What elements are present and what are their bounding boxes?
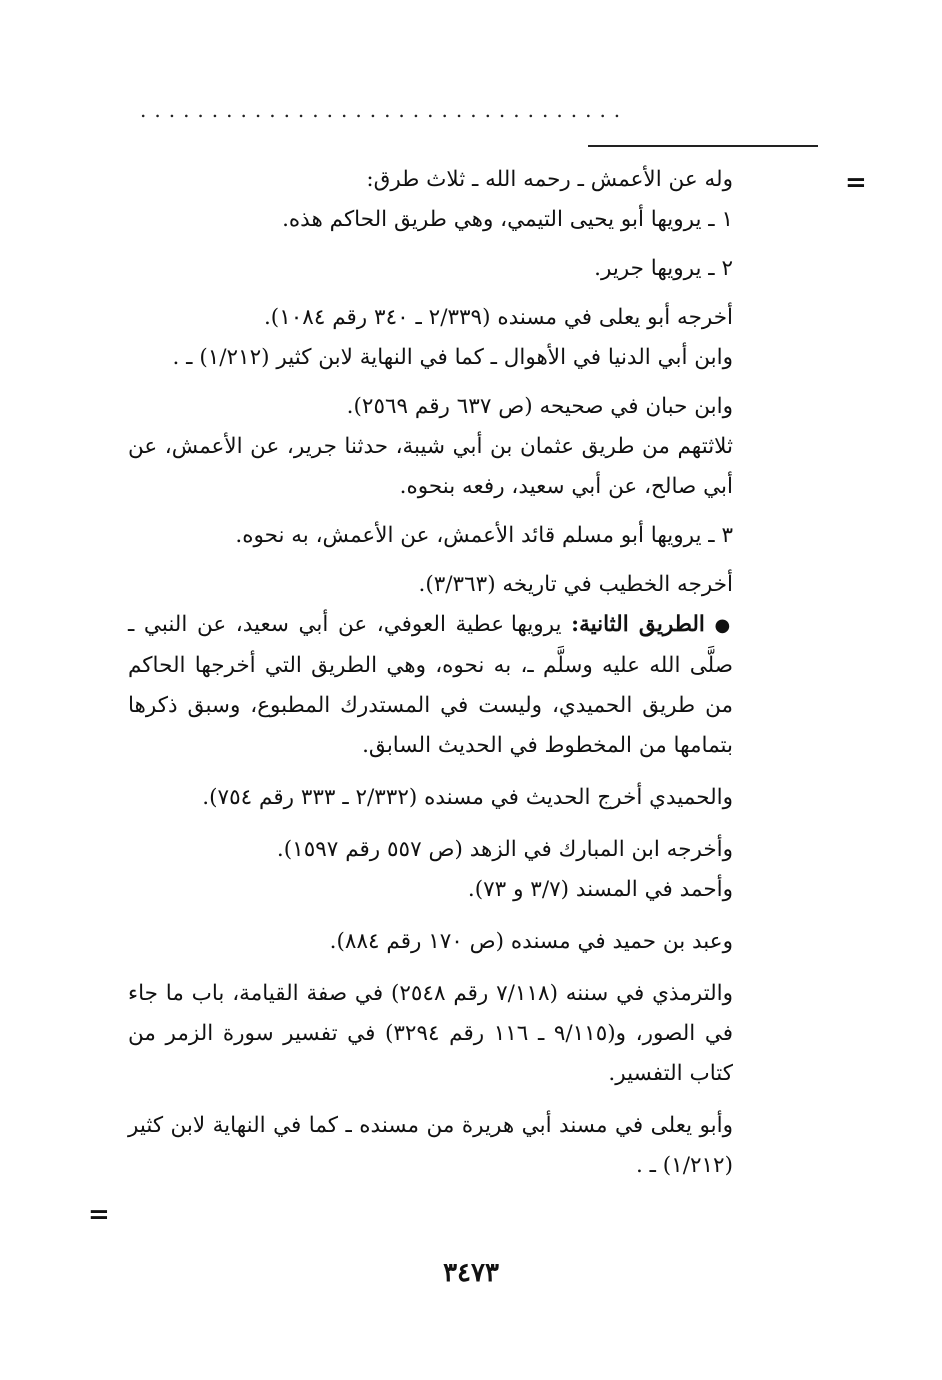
text-line: وابن حبان في صحيحه (ص ٦٣٧ رقم ٢٥٦٩). <box>346 394 733 419</box>
section-heading: الطريق الثانية: <box>571 612 705 637</box>
text-line: وله عن الأعمش ـ رحمه الله ـ ثلاث طرق: <box>366 167 733 192</box>
bullet-icon: ● <box>714 615 734 636</box>
text-line: وعبد بن حميد في مسنده (ص ١٧٠ رقم ٨٨٤). <box>329 929 733 954</box>
continuation-mark-bottom: = <box>88 1200 110 1230</box>
text-line: ١ ـ يرويها أبو يحيى التيمي، وهي طريق الحاكم هذه. <box>282 207 733 232</box>
text-line: وابن أبي الدنيا في الأهوال ـ كما في النهاية لابن كثير (١/٢١٢) ـ . <box>172 345 733 370</box>
text-line: أخرجه الخطيب في تاريخه (٣/٣٦٣). <box>418 572 733 597</box>
text-paragraph: والترمذي في سننه (٧/١١٨ رقم ٢٥٤٨) في صفة القيامة، باب ما جاء في الصور، و(٩/١١٥ ـ ١١٦ رقم ٣٢٩٤) في تفسير سورة الزمر من كتاب التفسير. <box>128 981 734 1086</box>
second-path-paragraph <box>128 605 733 766</box>
page-number: ٣٤٧٣ <box>443 1258 499 1288</box>
text-line: وأخرجه ابن المبارك في الزهد (ص ٥٥٧ رقم ١٥٩٧). <box>276 837 733 862</box>
continuation-mark-top: = <box>845 168 867 198</box>
dotted-separator: .................................. <box>140 98 629 122</box>
footnote-rule <box>588 145 818 147</box>
text-line: ٣ ـ يرويها أبو مسلم قائد الأعمش، عن الأعمش، به نحوه. <box>235 523 733 548</box>
text-line: أخرجه أبو يعلى في مسنده (٢/٣٣٩ ـ ٣٤٠ رقم ١٠٨٤). <box>263 305 733 330</box>
text-paragraph: ثلاثتهم من طريق عثمان بن أبي شيبة، حدثنا جرير، عن الأعمش، عن أبي صالح، عن أبي سعيد، رفعه بنحوه. <box>128 434 733 499</box>
text-line: وأحمد في المسند (٣/٧ و ٧٣). <box>467 877 733 902</box>
footnote-text <box>128 160 733 1186</box>
text-line: ٢ ـ يرويها جرير. <box>594 256 733 281</box>
paragraph-text: يرويها عطية العوفي، عن أبي سعيد، عن النبي ـ صلَّى الله عليه وسلَّم ـ، به نحوه، وهي الطريق التي أخرجها الحاكم من طريق الحميدي، وليست في المستدرك المطبوع، وسبق ذكرها بتمامها من المخطوط في الحديث السابق. <box>128 612 733 758</box>
text-paragraph: وأبو يعلى في مسند أبي هريرة من مسنده ـ كما في النهاية لابن كثير (١/٢١٢) ـ . <box>128 1113 733 1178</box>
text-line: والحميدي أخرج الحديث في مسنده (٢/٣٣٢ ـ ٣٣٣ رقم ٧٥٤). <box>202 785 733 810</box>
